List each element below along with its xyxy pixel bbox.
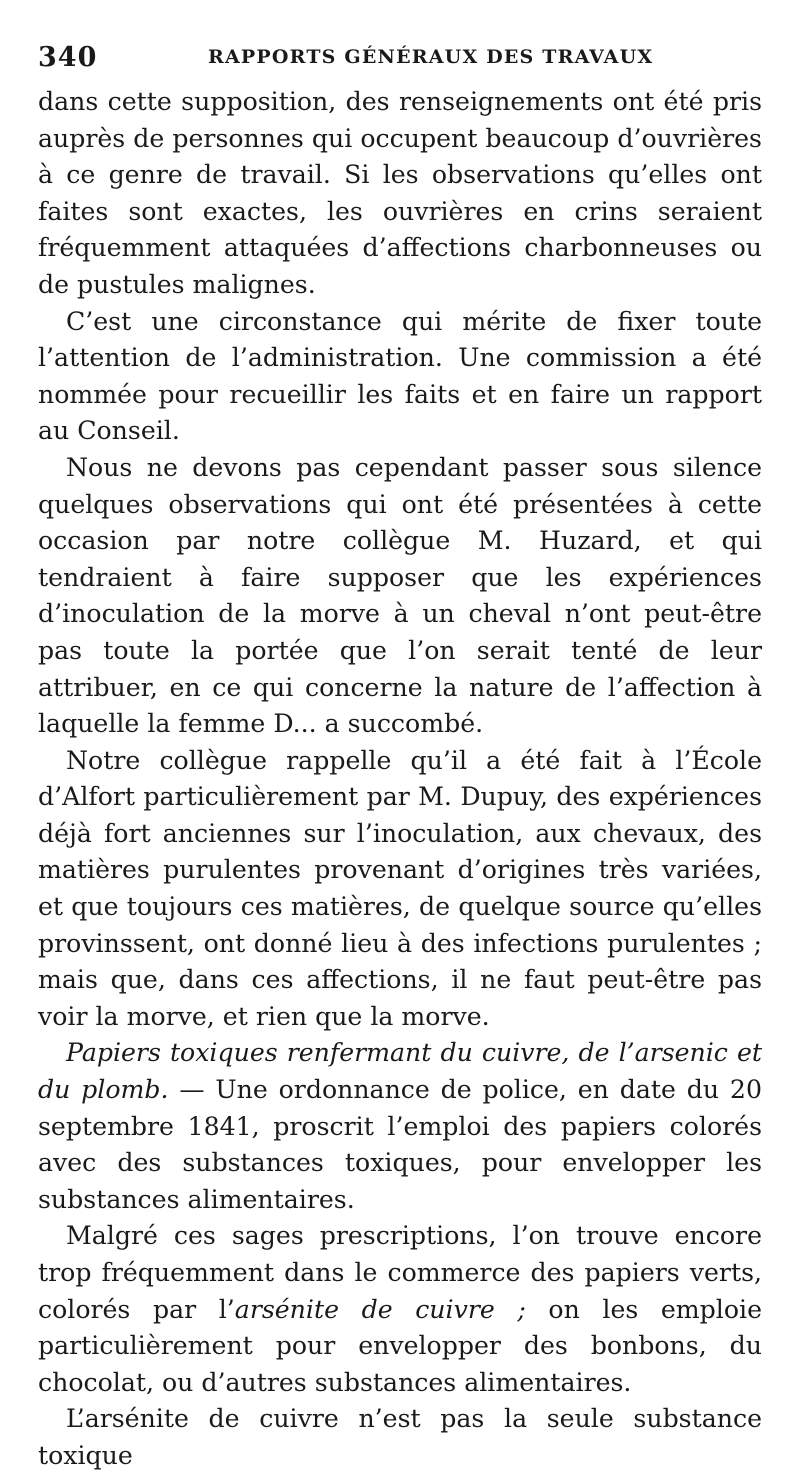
section-paragraph	[38, 1035, 762, 1218]
paragraph-text: C’est une circonstance qui mérite de fixer toute l’attention de l’administration. Une commission a été nommée pour recueillir les faits et en faire un rapport au Conseil.	[38, 306, 762, 446]
paragraph	[38, 1218, 762, 1401]
paragraph-text: — Une ordonnance de police, en date du 20 septembre 1841, proscrit l’emploi des papiers colorés avec des substances toxiques, pour envelopper les substances alimentaires.	[38, 1075, 762, 1214]
paragraph-text: dans cette supposition, des renseignements ont été pris auprès de personnes qui occupent beaucoup d’ouvrières à ce genre de travail. Si les observations qu’elles ont faites sont exactes, les ouvrières en crins seraient fréquemment attaquées d’affections charbonneuses ou de pustules malignes.	[38, 87, 762, 299]
paragraph-text: Nous ne devons pas cependant passer sous silence quelques observations qui ont été présentées à cette occasion par notre collègue M. Huzard, et qui tendraient à faire supposer que les expériences d’inoculation de la morve à un cheval n’ont peut-être pas toute la portée que l’on serait tenté de leur attribuer, en ce qui concerne la nature de l’affection à laquelle la femme D... a succombé.	[38, 452, 762, 739]
paragraph	[38, 304, 762, 450]
running-title: RAPPORTS GÉNÉRAUX DES TRAVAUX	[208, 46, 654, 68]
paragraph	[38, 1401, 762, 1474]
paragraph-text-after: on les emploie particulièrement pour envelopper des bonbons, du chocolat, ou d’autres substances alimentaires.	[38, 1294, 762, 1397]
section-heading: Papiers toxiques renfermant du cuivre, de l’arsenic et du plomb.	[38, 1038, 762, 1105]
body-text	[38, 84, 762, 1475]
page-number: 340	[38, 42, 98, 73]
italic-term: arsénite de cuivre ;	[234, 1294, 526, 1324]
paragraph-text-before: Malgré ces sages prescriptions, l’on trouve encore trop fréquemment dans le commerce des papiers verts, colorés par l’	[38, 1221, 762, 1324]
paragraph-continued	[38, 84, 762, 304]
paragraph	[38, 743, 762, 1036]
running-head	[38, 38, 762, 78]
paragraph	[38, 450, 762, 743]
paragraph-text: Notre collègue rappelle qu’il a été fait à l’École d’Alfort particulièrement par M. Dupuy, des expériences déjà fort anciennes sur l’inoculation, aux chevaux, des matières purulentes provenant d’origines très variées, et que toujours ces matières, de quelque source qu’elles provinssent, ont donné lieu à des infections purulentes ; mais que, dans ces affections, il ne faut peut-être pas voir la morve, et rien que la morve.	[38, 745, 762, 1031]
paragraph-text: L’arsénite de cuivre n’est pas la seule substance toxique	[38, 1404, 762, 1470]
